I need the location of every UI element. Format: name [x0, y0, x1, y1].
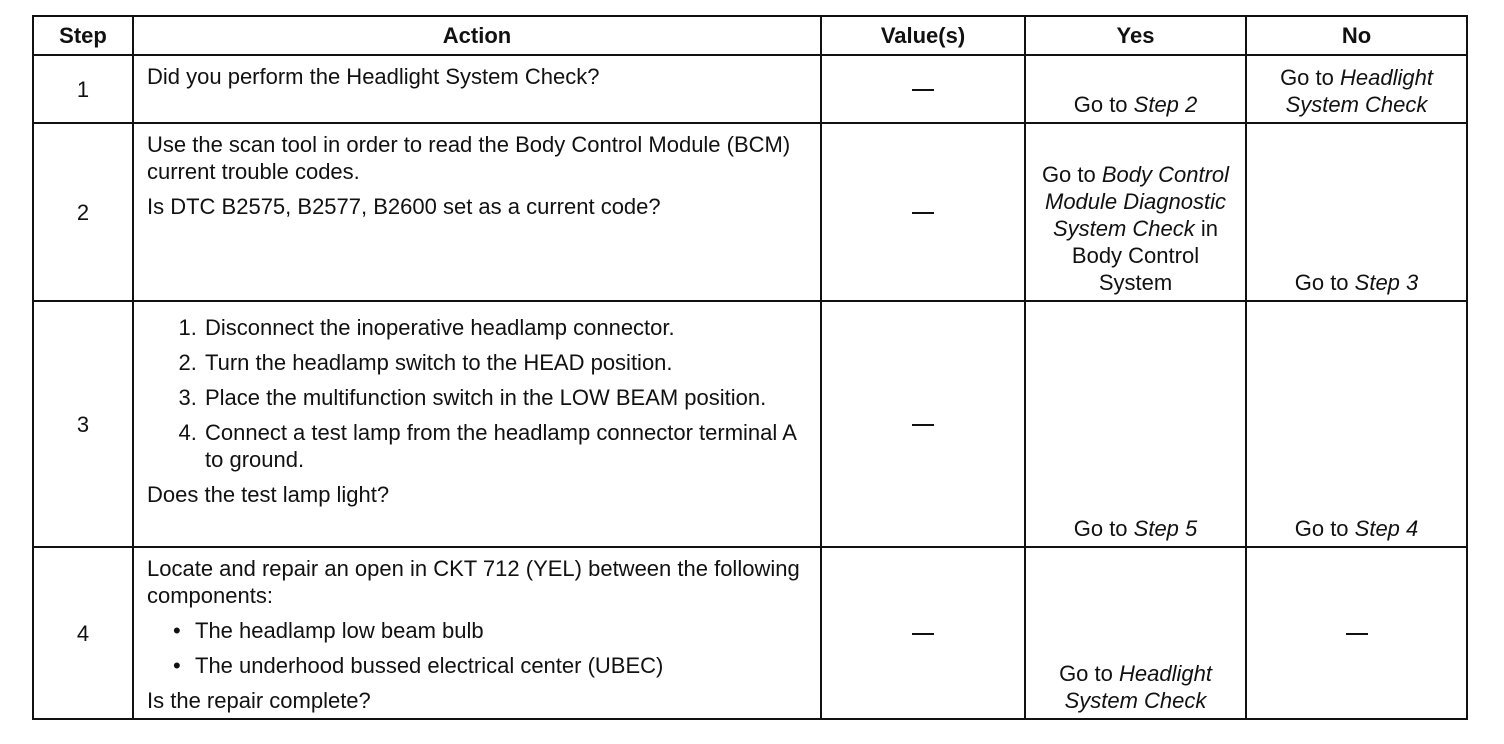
value-cell	[821, 547, 1025, 719]
header-step: Step	[33, 16, 133, 55]
no-prefix: Go to	[1294, 270, 1355, 295]
yes-link[interactable]: Body Control Module Diagnostic System Check	[1045, 162, 1230, 241]
no-dash	[1346, 633, 1368, 635]
no-link[interactable]: Step 4	[1354, 516, 1419, 541]
yes-link[interactable]: Headlight System Check	[1064, 661, 1212, 713]
no-cell	[1246, 123, 1467, 301]
yes-cell	[1025, 123, 1246, 301]
action-question: Is the repair complete?	[147, 688, 371, 713]
no-cell	[1246, 547, 1467, 719]
table-row	[33, 547, 1467, 719]
action-cell	[133, 301, 821, 547]
value-cell	[821, 55, 1025, 123]
action-cell	[133, 55, 821, 123]
value-dash	[912, 633, 934, 635]
action-question: Does the test lamp light?	[147, 482, 390, 507]
no-link[interactable]: Step 3	[1354, 270, 1419, 295]
step-number: 2	[33, 123, 133, 301]
yes-prefix: Go to	[1073, 516, 1134, 541]
action-cell	[133, 547, 821, 719]
yes-cell	[1025, 55, 1246, 123]
procedure-step: 3. Place the multifunction switch in the LOW BEAM position.	[203, 384, 810, 411]
yes-suffix: in Body Control System	[1071, 216, 1219, 295]
header-action: Action	[133, 16, 821, 55]
step-number: 4	[33, 547, 133, 719]
component-item: • The headlamp low beam bulb	[195, 617, 810, 644]
procedure-step: 4. Connect a test lamp from the headlamp connector terminal A to ground.	[203, 419, 810, 473]
yes-prefix: Go to	[1073, 92, 1134, 117]
component-item: • The underhood bussed electrical center (UBEC)	[195, 652, 810, 679]
value-dash	[912, 424, 934, 426]
yes-prefix: Go to	[1041, 162, 1102, 187]
procedure-steps	[147, 314, 810, 473]
yes-prefix: Go to	[1059, 661, 1119, 686]
table-row	[33, 55, 1467, 123]
step-number: 1	[33, 55, 133, 123]
header-yes: Yes	[1025, 16, 1246, 55]
header-values: Value(s)	[821, 16, 1025, 55]
yes-link[interactable]: Step 2	[1133, 92, 1198, 117]
value-dash	[912, 212, 934, 214]
value-dash	[912, 89, 934, 91]
no-cell	[1246, 55, 1467, 123]
header-row	[33, 16, 1467, 55]
component-list	[147, 617, 810, 679]
action-question: Did you perform the Headlight System Check?	[147, 64, 600, 89]
no-link[interactable]: Headlight System Check	[1285, 65, 1433, 117]
action-instruction: Use the scan tool in order to read the Body Control Module (BCM) current trouble codes.	[147, 132, 791, 184]
action-cell	[133, 123, 821, 301]
procedure-step: 1. Disconnect the inoperative headlamp connector.	[203, 314, 810, 341]
value-cell	[821, 301, 1025, 547]
action-instruction: Locate and repair an open in CKT 712 (YEL) between the following components:	[147, 556, 800, 608]
no-prefix: Go to	[1294, 516, 1355, 541]
step-number: 3	[33, 301, 133, 547]
no-prefix: Go to	[1280, 65, 1340, 90]
table-row	[33, 123, 1467, 301]
procedure-step: 2. Turn the headlamp switch to the HEAD position.	[203, 349, 810, 376]
value-cell	[821, 123, 1025, 301]
yes-cell	[1025, 301, 1246, 547]
header-no: No	[1246, 16, 1467, 55]
action-question: Is DTC B2575, B2577, B2600 set as a current code?	[147, 194, 661, 219]
no-cell	[1246, 301, 1467, 547]
yes-link[interactable]: Step 5	[1133, 516, 1198, 541]
table-row	[33, 301, 1467, 547]
yes-cell	[1025, 547, 1246, 719]
diagnostic-table	[32, 15, 1468, 720]
